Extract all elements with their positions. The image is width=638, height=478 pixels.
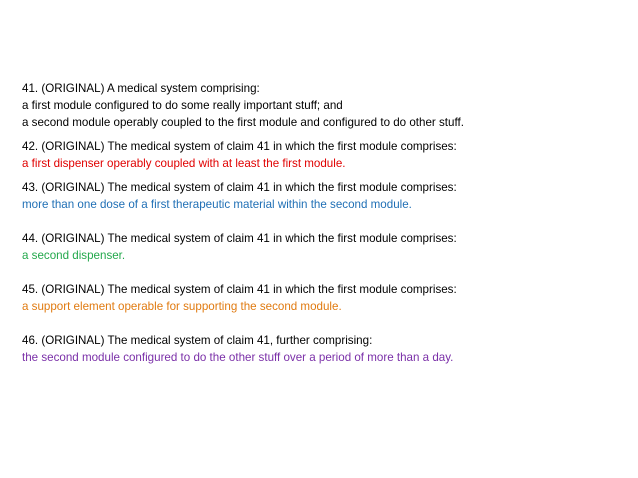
claim-43 bbox=[22, 179, 622, 213]
claim-46 bbox=[22, 332, 622, 366]
claim-42 bbox=[22, 138, 622, 172]
claim-42-line-1: a first dispenser operably coupled with at least the first module. bbox=[22, 157, 346, 170]
claim-43-line-1: more than one dose of a first therapeutic material within the second module. bbox=[22, 198, 412, 211]
claim-44-header: 44. (ORIGINAL) The medical system of claim 41 in which the first module comprises: bbox=[22, 232, 457, 245]
claim-45-header: 45. (ORIGINAL) The medical system of claim 41 in which the first module comprises: bbox=[22, 283, 457, 296]
claim-44 bbox=[22, 230, 622, 264]
claim-45 bbox=[22, 281, 622, 315]
claim-41-header: 41. (ORIGINAL) A medical system comprising: bbox=[22, 82, 260, 95]
claim-46-header: 46. (ORIGINAL) The medical system of claim 41, further comprising: bbox=[22, 334, 373, 347]
claims-document bbox=[22, 80, 622, 366]
claim-41 bbox=[22, 80, 622, 131]
claim-44-line-1: a second dispenser. bbox=[22, 249, 126, 262]
claim-43-header: 43. (ORIGINAL) The medical system of claim 41 in which the first module comprises: bbox=[22, 181, 457, 194]
claim-41-line-1: a first module configured to do some really important stuff; and bbox=[22, 99, 343, 112]
claim-45-line-1: a support element operable for supporting the second module. bbox=[22, 300, 342, 313]
claim-41-line-2: a second module operably coupled to the first module and configured to do other stuff. bbox=[22, 116, 464, 129]
claim-42-header: 42. (ORIGINAL) The medical system of claim 41 in which the first module comprises: bbox=[22, 140, 457, 153]
claim-46-line-1: the second module configured to do the other stuff over a period of more than a day. bbox=[22, 351, 454, 364]
